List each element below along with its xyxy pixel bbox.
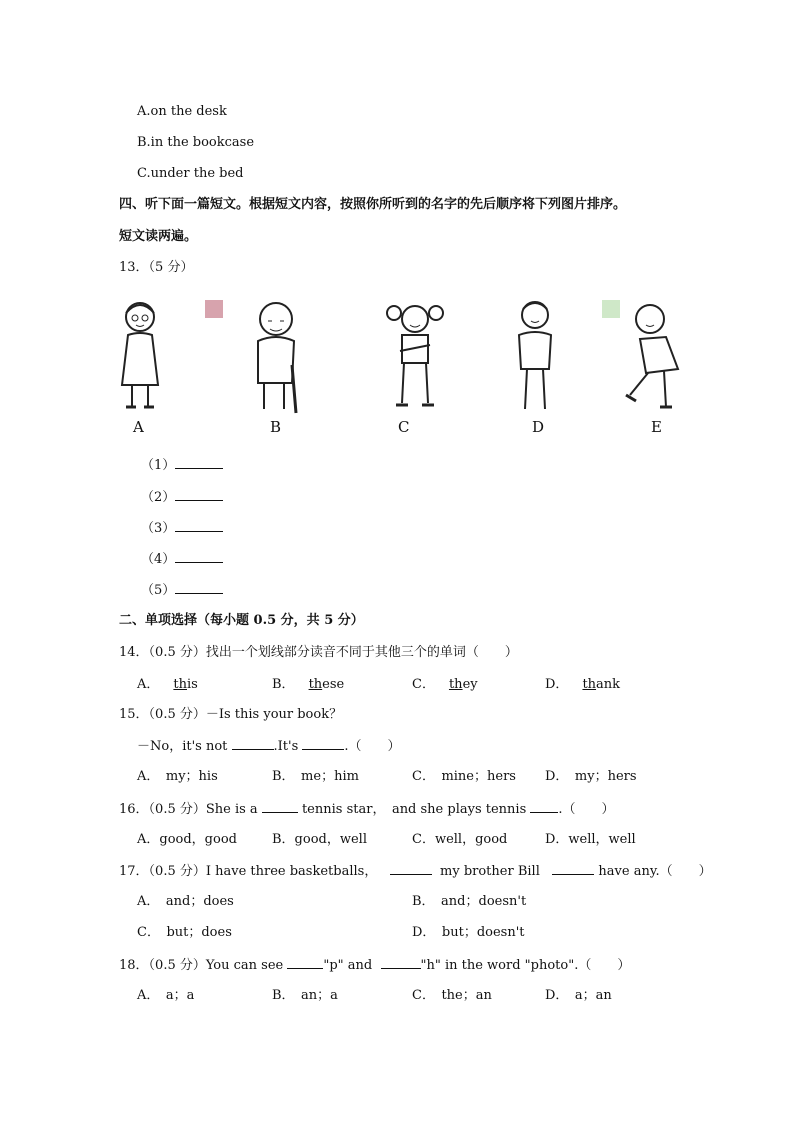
section2-heading: 二、单项选择（每小题 0.5 分，共 5 分） <box>119 613 364 628</box>
figure-label-d: D <box>532 418 545 436</box>
q18-blank-2[interactable] <box>381 956 421 969</box>
q18-option-a[interactable]: A． a；a <box>137 988 195 1003</box>
q15-blank-1[interactable] <box>232 737 274 750</box>
blank-2 <box>141 488 223 507</box>
q17-stem <box>119 862 712 881</box>
q16-option-a[interactable]: A．good，good <box>137 832 237 847</box>
q16-blank-2[interactable] <box>530 800 558 813</box>
q15-line2-a: －No，it's not <box>137 739 228 754</box>
grandfather-icon <box>240 295 310 415</box>
figure-b-marker <box>205 300 223 318</box>
q16-stem-c: .（ ） <box>558 802 615 817</box>
blank-1-label: （1） <box>141 458 176 473</box>
blank-4-label: （4） <box>141 552 176 567</box>
q15-line2-b: .It's <box>273 739 299 754</box>
blank-1-line[interactable] <box>175 456 223 469</box>
blank-4 <box>141 550 223 569</box>
q16-stem-a: 16．（0.5 分）She is a <box>119 802 258 817</box>
section4-heading: 四、听下面一篇短文。根据短文内容，按照你所听到的名字的先后顺序将下列图片排序。 <box>119 197 627 212</box>
prev-option-c: C.under the bed <box>137 166 244 181</box>
q17-blank-1[interactable] <box>390 862 432 875</box>
q14-option-c-rest: ey <box>462 677 478 692</box>
grandfather-figure <box>240 295 310 415</box>
figure-label-e: E <box>651 418 662 436</box>
q15-blank-2[interactable] <box>302 737 344 750</box>
q16-stem-b: tennis star， and she plays tennis <box>301 802 527 817</box>
q14-option-a-rest: is <box>187 677 198 692</box>
q16-stem <box>119 800 615 819</box>
man-figure <box>505 295 565 415</box>
q18-stem-a: 18．（0.5 分）You can see <box>119 958 284 973</box>
boy-figure <box>620 295 690 415</box>
q14-option-b[interactable] <box>272 676 344 694</box>
q18-option-c[interactable]: C． the；an <box>412 988 492 1003</box>
figure-label-c: C <box>398 418 410 436</box>
q17-option-c[interactable]: C． but；does <box>137 925 232 940</box>
blank-1 <box>141 456 223 475</box>
q15-option-c[interactable]: C． mine；hers <box>412 769 516 784</box>
q15-option-d[interactable]: D． my；hers <box>545 769 637 784</box>
q14-option-d[interactable] <box>545 676 620 694</box>
q14-option-b-letter: B． <box>272 677 295 692</box>
girl-figure <box>380 295 450 415</box>
man-icon <box>505 295 565 415</box>
q13-number: 13．（5 分） <box>119 260 194 275</box>
blank-4-line[interactable] <box>175 550 223 563</box>
q17-stem-b: my brother Bill <box>440 864 540 879</box>
grandmother-icon <box>110 295 170 415</box>
q18-option-b[interactable]: B． an；a <box>272 988 338 1003</box>
q15-stem: 15．（0.5 分）－Is this your book？ <box>119 707 343 722</box>
blank-5-label: （5） <box>141 583 176 598</box>
prev-option-b: B.in the bookcase <box>137 135 255 150</box>
q14-option-c-underlined: th <box>448 677 463 692</box>
q17-option-d[interactable]: D． but；doesn't <box>412 925 525 940</box>
blank-2-line[interactable] <box>175 488 223 501</box>
q18-option-d[interactable]: D． a；an <box>545 988 612 1003</box>
q15-line2 <box>137 737 401 756</box>
blank-3 <box>141 519 223 538</box>
figure-label-b: B <box>270 418 282 436</box>
q14-option-b-underlined: th <box>308 677 323 692</box>
q14-option-b-rest: ese <box>322 677 345 692</box>
q14-option-a[interactable] <box>137 676 198 694</box>
prev-option-a: A.on the desk <box>137 104 227 119</box>
blank-5 <box>141 581 223 600</box>
q18-stem-b: "p" and <box>323 958 373 973</box>
figure-e-marker <box>602 300 620 318</box>
q16-option-c[interactable]: C．well，good <box>412 832 508 847</box>
q15-option-a[interactable]: A． my；his <box>137 769 218 784</box>
q14-option-d-letter: D． <box>545 677 569 692</box>
q18-stem-c: "h" in the word "photo".（ ） <box>420 958 631 973</box>
q16-option-d[interactable]: D．well，well <box>545 832 636 847</box>
q14-option-d-rest: ank <box>596 677 621 692</box>
q18-stem <box>119 956 630 975</box>
grandmother-figure <box>110 295 170 415</box>
girl-icon <box>380 295 450 415</box>
q16-blank-1[interactable] <box>262 800 298 813</box>
q14-option-c[interactable] <box>412 676 478 694</box>
q17-option-b[interactable]: B． and；doesn't <box>412 894 527 909</box>
q14-option-a-underlined: th <box>173 677 187 692</box>
q17-stem-c: have any.（ ） <box>598 864 712 879</box>
q16-option-b[interactable]: B．good，well <box>272 832 367 847</box>
q15-line2-c: .（ ） <box>344 739 401 754</box>
q17-option-a[interactable]: A． and；does <box>137 894 234 909</box>
q17-blank-2[interactable] <box>552 862 594 875</box>
blank-3-label: （3） <box>141 521 176 536</box>
section4-heading-2: 短文读两遍。 <box>119 229 198 244</box>
boy-icon <box>620 295 690 415</box>
blank-3-line[interactable] <box>175 519 223 532</box>
figure-label-a: A <box>133 418 144 436</box>
q18-blank-1[interactable] <box>287 956 323 969</box>
blank-2-label: （2） <box>141 490 176 505</box>
q14-stem: 14．（0.5 分）找出一个划线部分读音不同于其他三个的单词（ ） <box>119 645 518 660</box>
q15-option-b[interactable]: B． me；him <box>272 769 359 784</box>
q14-option-a-letter: A． <box>137 677 160 692</box>
q14-option-c-letter: C． <box>412 677 435 692</box>
q14-option-d-underlined: th <box>582 677 597 692</box>
blank-5-line[interactable] <box>175 581 223 594</box>
q17-stem-a: 17．（0.5 分）I have three basketballs， <box>119 864 378 879</box>
